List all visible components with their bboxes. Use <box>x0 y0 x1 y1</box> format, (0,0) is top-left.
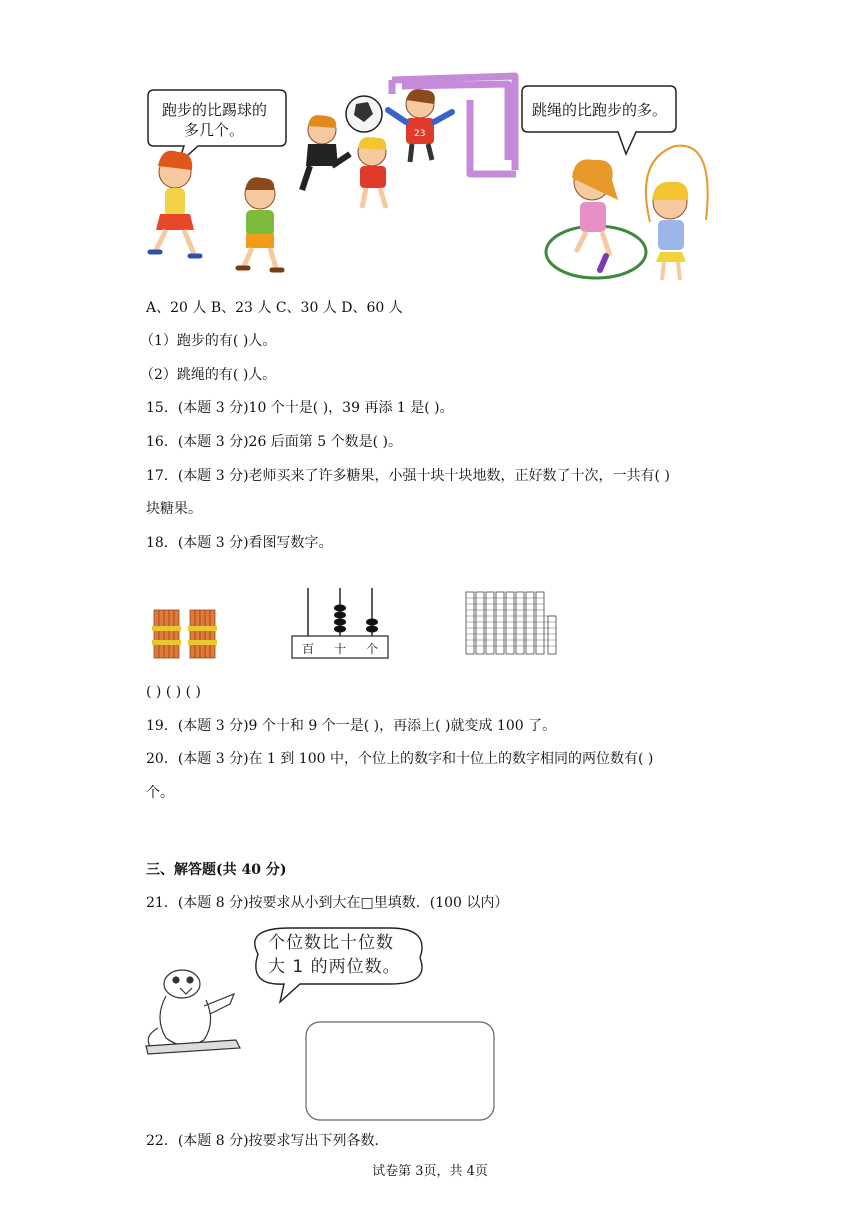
q14-options: A、20 人 B、23 人 C、30 人 D、60 人 <box>146 300 403 316</box>
abacus-label-tens: 十 <box>334 642 347 656</box>
abacus-label-ones: 个 <box>366 642 379 656</box>
jersey-number: 23 <box>414 129 426 139</box>
q14-sub2: （2）跳绳的有( )人。 <box>140 367 277 383</box>
question-17-line1: 17．(本题 3 分)老师买来了许多糖果，小强十块十块地数，正好数了十次，一共有( ) <box>146 468 670 484</box>
q18-answer-blanks: ( ) ( ) ( ) <box>146 684 202 700</box>
q21-bubble-line2: 大 1 的两位数。 <box>268 957 401 977</box>
abacus-label-hundreds: 百 <box>302 642 315 656</box>
question-22: 22．(本题 8 分)按要求写出下列各数． <box>146 1133 389 1149</box>
q18-figures <box>146 582 576 662</box>
question-20-line1: 20．(本题 3 分)在 1 到 100 中，个位上的数字和十位上的数字相同的两位数有( ) <box>146 751 654 767</box>
q21-answer-box[interactable] <box>306 1022 494 1120</box>
q21-figure <box>140 922 510 1122</box>
question-18: 18．(本题 3 分)看图写数字。 <box>146 535 333 551</box>
section-3-heading: 三、解答题(共 40 分) <box>146 862 287 878</box>
q14-sub1: （1）跑步的有( )人。 <box>140 333 277 349</box>
q21-bubble-line1: 个位数比十位数 <box>268 933 394 953</box>
q18-figures-drawing <box>146 582 576 662</box>
bubble-rope-vs-running: 跳绳的比跑步的多。 <box>532 101 668 119</box>
question-15: 15．(本题 3 分)10 个十是( )，39 再添 1 是( )。 <box>146 400 454 416</box>
question-20-line2: 个。 <box>146 785 174 801</box>
bubble-running-vs-soccer-line2: 多几个。 <box>184 121 245 139</box>
sports-illustration <box>140 70 730 285</box>
bubble-running-vs-soccer-line1: 跑步的比踢球的 <box>162 101 268 119</box>
page-footer: 试卷第 3页，共 4页 <box>372 1164 488 1179</box>
question-19: 19．(本题 3 分)9 个十和 9 个一是( )，再添上( )就变成 100 了。 <box>146 718 557 734</box>
question-16: 16．(本题 3 分)26 后面第 5 个数是( )。 <box>146 434 402 450</box>
question-21: 21．(本题 8 分)按要求从小到大在□里填数．(100 以内） <box>146 895 509 911</box>
question-17-line2: 块糖果。 <box>146 501 202 517</box>
